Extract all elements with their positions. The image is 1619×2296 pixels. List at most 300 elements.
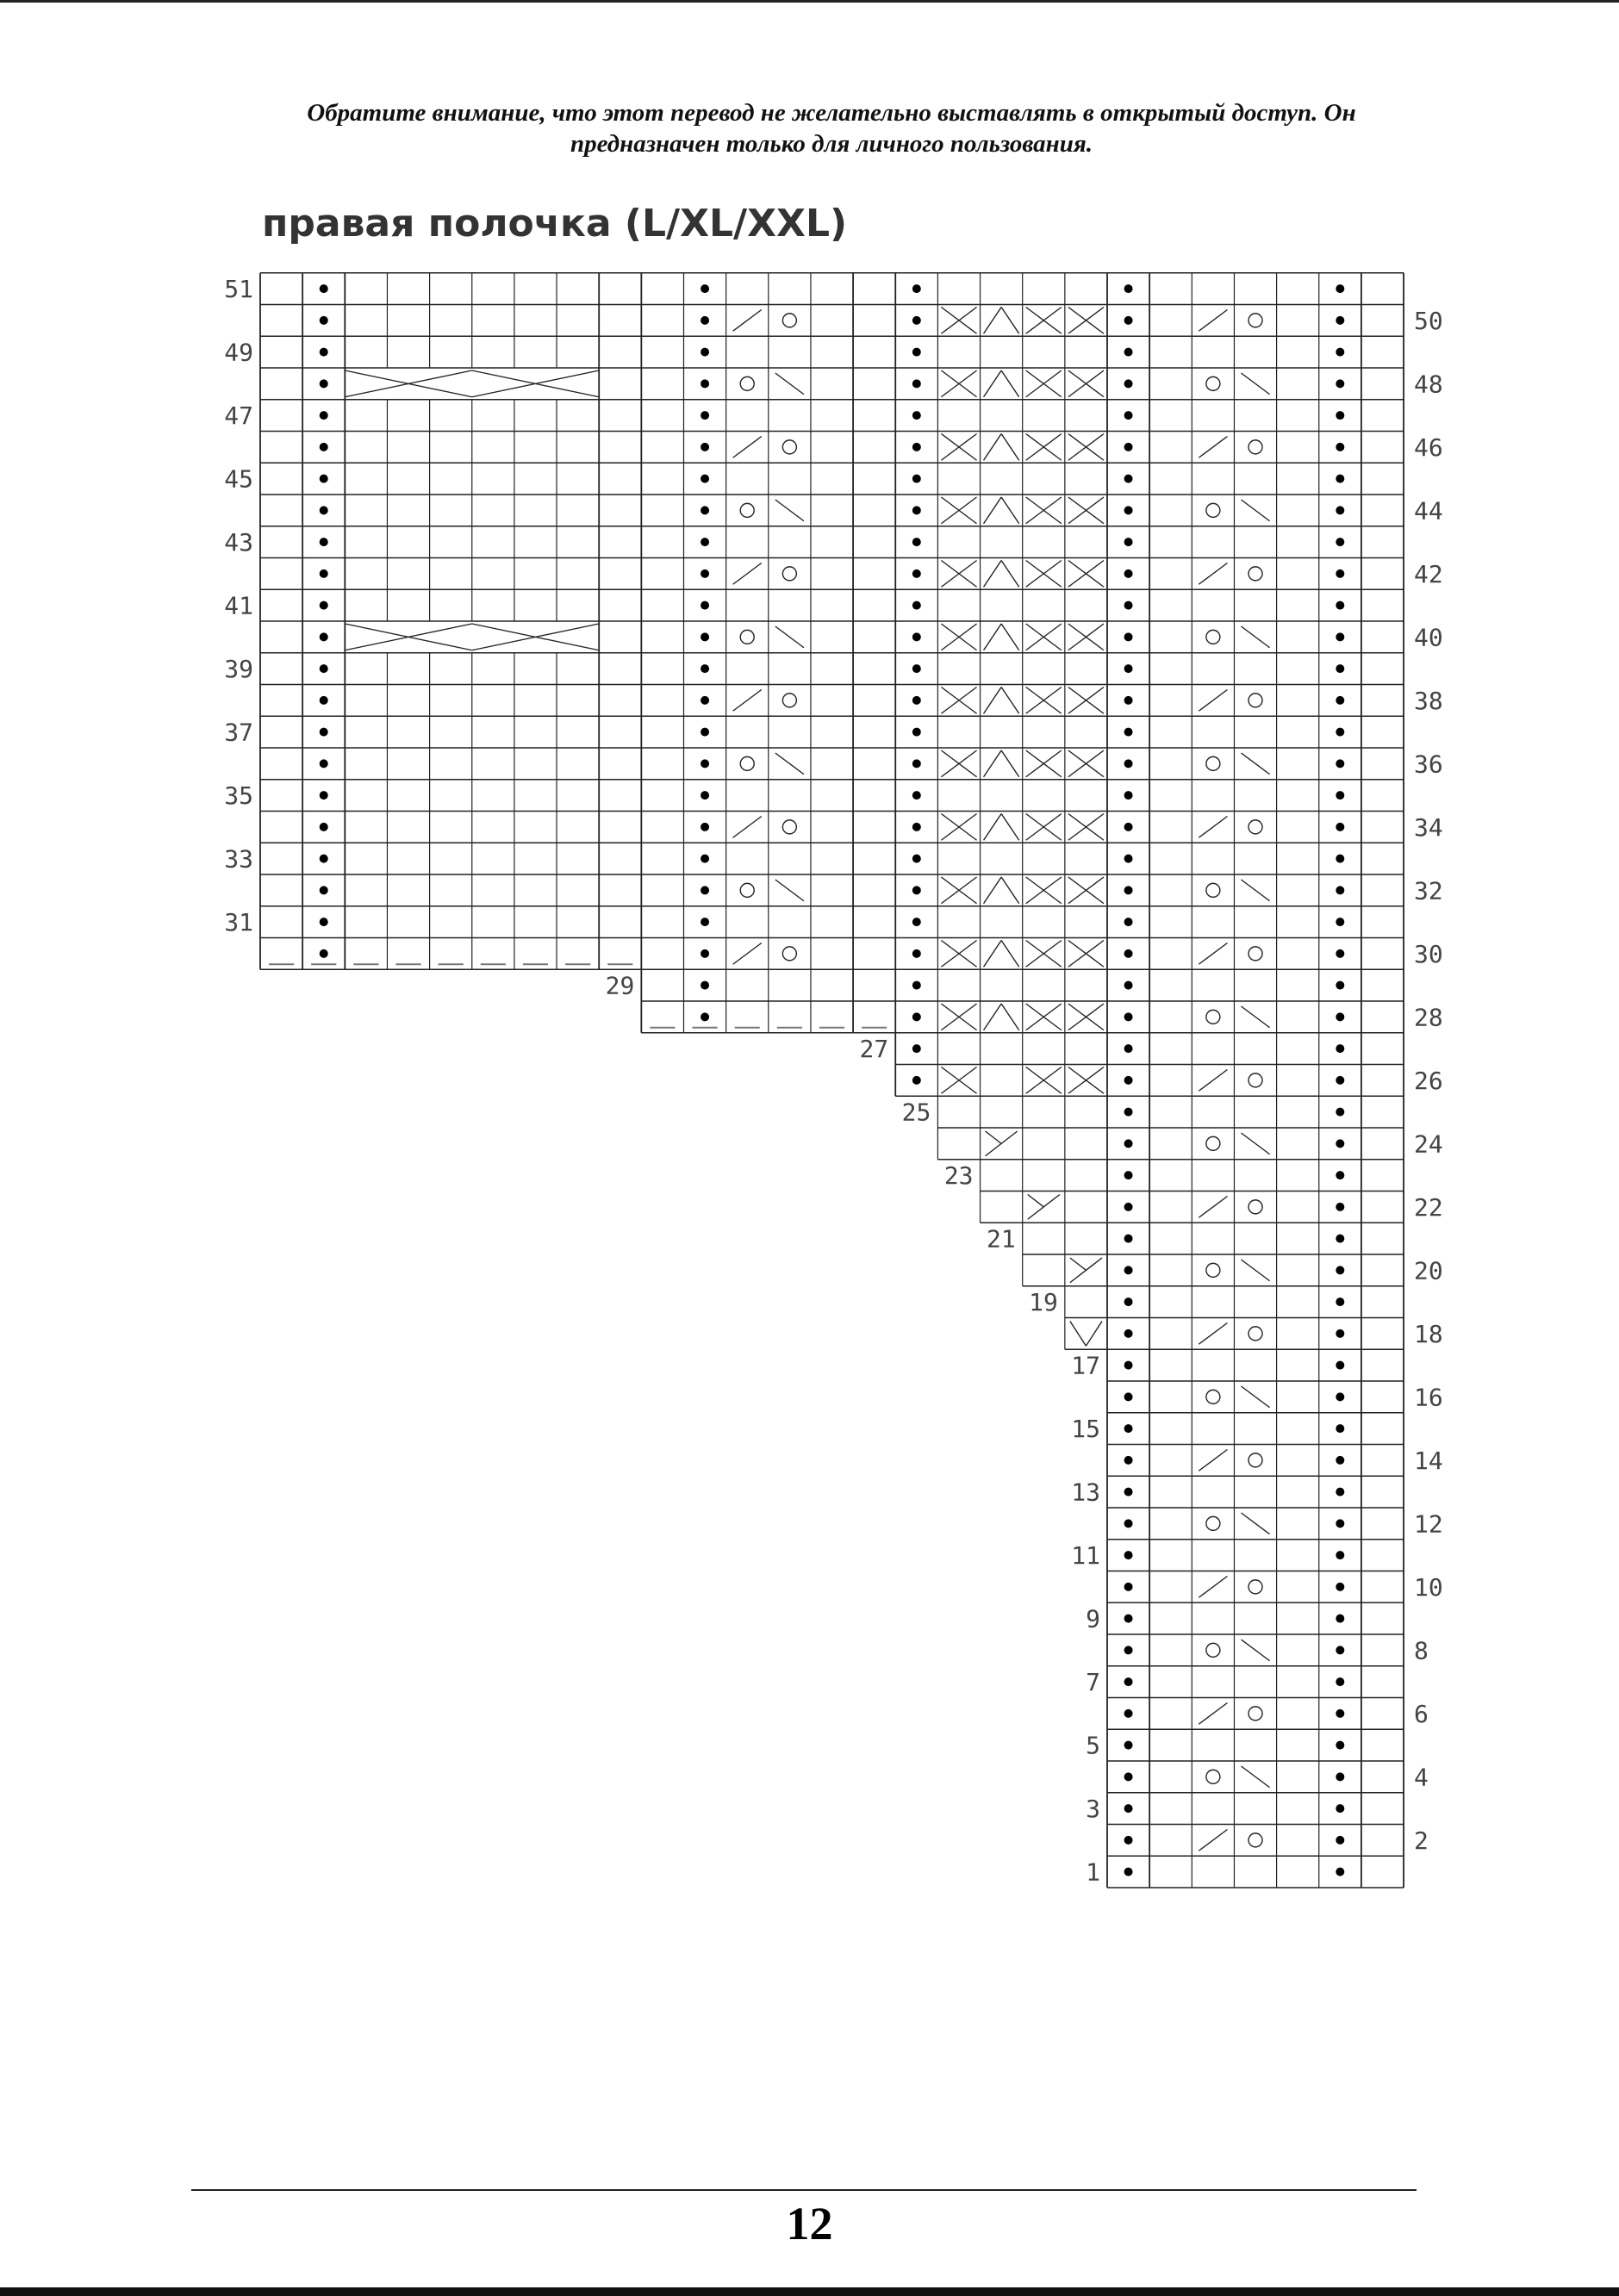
yarn-over-symbol — [740, 503, 754, 517]
ssk-symbol — [1241, 1766, 1269, 1788]
row-number-left: 39 — [224, 655, 253, 684]
purl-stitch — [912, 696, 921, 705]
yarn-over-symbol — [782, 440, 796, 454]
purl-stitch — [912, 379, 921, 388]
purl-stitch — [1124, 1108, 1133, 1117]
purl-stitch — [320, 664, 328, 673]
k2tog-symbol — [1199, 1703, 1227, 1725]
cable-cross — [1001, 1004, 1019, 1030]
row-number-right: 42 — [1414, 559, 1443, 588]
purl-stitch — [1124, 1424, 1133, 1433]
yarn-over-symbol — [740, 630, 754, 644]
notice-line-2: предназначен только для личного пользования. — [570, 130, 1093, 158]
yarn-over-symbol — [1248, 947, 1262, 961]
k2tog-symbol — [733, 310, 762, 332]
purl-stitch — [1336, 1203, 1344, 1211]
ssk-symbol — [1241, 373, 1269, 395]
ssk-symbol — [1241, 1513, 1269, 1534]
purl-stitch — [912, 823, 921, 831]
purl-stitch — [701, 855, 709, 863]
purl-stitch — [912, 601, 921, 610]
yarn-over-symbol — [1248, 314, 1262, 327]
yarn-over-symbol — [1248, 1200, 1262, 1214]
row-number-left: 23 — [943, 1161, 974, 1191]
purl-stitch — [1336, 569, 1344, 578]
purl-stitch — [1336, 855, 1344, 863]
cable-cross — [1001, 370, 1019, 397]
purl-stitch — [1124, 1456, 1133, 1465]
k2tog-symbol — [1199, 943, 1227, 965]
ssk-symbol — [1241, 500, 1269, 521]
purl-stitch — [1124, 1203, 1133, 1211]
purl-stitch — [912, 348, 921, 357]
yarn-over-symbol — [1206, 503, 1220, 517]
purl-stitch — [912, 316, 921, 325]
yarn-over-symbol — [1206, 1010, 1220, 1024]
ssk-symbol — [1241, 1260, 1269, 1281]
yarn-over-symbol — [1248, 1327, 1262, 1341]
row-number-right: 16 — [1414, 1383, 1443, 1412]
purl-stitch — [912, 284, 921, 293]
purl-stitch — [1336, 1772, 1344, 1781]
purl-stitch — [912, 506, 921, 514]
yarn-over-symbol — [740, 883, 754, 897]
purl-stitch — [1336, 918, 1344, 926]
purl-stitch — [1124, 475, 1133, 483]
purl-stitch — [912, 791, 921, 800]
purl-stitch — [1124, 1741, 1133, 1750]
cable-cross — [1001, 561, 1019, 588]
row-number-right: 26 — [1414, 1066, 1443, 1095]
purl-stitch — [1336, 1235, 1344, 1243]
row-number-right: 46 — [1414, 432, 1443, 462]
purl-stitch — [1336, 1456, 1344, 1465]
purl-stitch — [1124, 1836, 1133, 1845]
purl-stitch — [912, 1012, 921, 1021]
purl-stitch — [1124, 949, 1133, 958]
purl-stitch — [320, 855, 328, 863]
purl-stitch — [912, 855, 921, 863]
purl-stitch — [1124, 1139, 1133, 1148]
purl-stitch — [701, 411, 709, 420]
chart-title: правая полочка (L/XL/XXL) — [262, 202, 848, 246]
purl-stitch — [1336, 1044, 1344, 1053]
k2tog-symbol — [1199, 310, 1227, 332]
purl-stitch — [1124, 759, 1133, 768]
purl-stitch — [1124, 918, 1133, 926]
purl-stitch — [701, 791, 709, 800]
row-number-right: 38 — [1414, 686, 1443, 715]
row-number-left: 35 — [224, 781, 253, 811]
row-number-left: 21 — [986, 1224, 1016, 1254]
purl-stitch — [1336, 1709, 1344, 1718]
ssk-symbol — [1241, 1640, 1269, 1661]
yarn-over-symbol — [1248, 1073, 1262, 1087]
k2tog-symbol — [1199, 1450, 1227, 1472]
purl-stitch — [1336, 1297, 1344, 1306]
yarn-over-symbol — [1206, 883, 1220, 897]
purl-stitch — [1336, 1392, 1344, 1401]
notice-line-1: Обратите внимание, что этот перевод не желательно выставлять в открытый доступ. Он — [307, 99, 1356, 127]
purl-stitch — [1336, 759, 1344, 768]
cable-cross — [1070, 1322, 1087, 1347]
purl-stitch — [1336, 1836, 1344, 1845]
purl-stitch — [912, 1044, 921, 1053]
row-number-left: 25 — [901, 1098, 931, 1127]
row-number-right: 28 — [1414, 1003, 1443, 1032]
purl-stitch — [1336, 1329, 1344, 1338]
row-number-left: 51 — [224, 275, 253, 304]
purl-stitch — [1124, 728, 1133, 737]
purl-stitch — [912, 949, 921, 958]
row-number-right: 8 — [1414, 1636, 1429, 1665]
purl-stitch — [1124, 664, 1133, 673]
purl-stitch — [1336, 823, 1344, 831]
purl-stitch — [912, 918, 921, 926]
yarn-over-symbol — [782, 567, 796, 581]
purl-stitch — [320, 728, 328, 737]
cable-cross — [984, 877, 1002, 904]
purl-stitch — [1336, 981, 1344, 990]
row-number-left: 17 — [1071, 1351, 1100, 1380]
purl-stitch — [320, 759, 328, 768]
purl-stitch — [701, 696, 709, 705]
purl-stitch — [1336, 284, 1344, 293]
cable-cross — [1001, 750, 1019, 777]
row-number-left: 3 — [1086, 1795, 1100, 1824]
k2tog-symbol — [733, 817, 762, 838]
purl-stitch — [320, 632, 328, 641]
purl-stitch — [320, 475, 328, 483]
purl-stitch — [1124, 538, 1133, 546]
purl-stitch — [320, 918, 328, 926]
row-number-left: 31 — [224, 908, 253, 937]
purl-stitch — [320, 601, 328, 610]
k2tog-symbol — [1199, 1830, 1227, 1851]
yarn-over-symbol — [1206, 1516, 1220, 1530]
ssk-symbol — [775, 753, 804, 775]
row-number-right: 48 — [1414, 370, 1443, 399]
row-number-left: 19 — [1029, 1288, 1058, 1317]
ssk-symbol — [1241, 626, 1269, 648]
purl-stitch — [320, 538, 328, 546]
purl-stitch — [1336, 632, 1344, 641]
purl-stitch — [1336, 1266, 1344, 1274]
purl-stitch — [1124, 1677, 1133, 1686]
purl-stitch — [1124, 569, 1133, 578]
cable-cross — [984, 497, 1002, 524]
purl-stitch — [701, 601, 709, 610]
k2tog-symbol — [733, 437, 762, 458]
cable-cross — [1086, 1322, 1102, 1347]
row-number-right: 10 — [1414, 1572, 1443, 1602]
purl-stitch — [912, 981, 921, 990]
row-number-left: 33 — [224, 844, 253, 874]
purl-stitch — [320, 791, 328, 800]
row-number-left: 37 — [224, 718, 253, 747]
yarn-over-symbol — [1206, 1770, 1220, 1783]
purl-stitch — [701, 348, 709, 357]
yarn-over-symbol — [782, 947, 796, 961]
yarn-over-symbol — [1206, 756, 1220, 770]
purl-stitch — [701, 759, 709, 768]
purl-stitch — [1124, 1361, 1133, 1370]
purl-stitch — [1336, 411, 1344, 420]
row-number-left: 27 — [859, 1035, 889, 1064]
cable-cross — [1001, 624, 1019, 650]
row-number-right: 50 — [1414, 306, 1443, 335]
purl-stitch — [701, 632, 709, 641]
purl-stitch — [912, 728, 921, 737]
row-number-left: 45 — [224, 464, 253, 494]
ssk-symbol — [1241, 753, 1269, 775]
row-number-right: 44 — [1414, 496, 1443, 526]
yarn-over-symbol — [1248, 694, 1262, 707]
purl-stitch — [1124, 1012, 1133, 1021]
purl-stitch — [701, 316, 709, 325]
yarn-over-symbol — [1248, 440, 1262, 454]
yarn-over-symbol — [1248, 1580, 1262, 1594]
purl-stitch — [912, 411, 921, 420]
k2tog-symbol — [1199, 1323, 1227, 1345]
yarn-over-symbol — [1206, 1136, 1220, 1150]
purl-stitch — [1124, 1615, 1133, 1623]
ssk-symbol — [775, 373, 804, 395]
purl-stitch — [912, 1076, 921, 1085]
cable-cross — [1001, 434, 1019, 461]
yarn-over-symbol — [782, 694, 796, 707]
purl-stitch — [1124, 1551, 1133, 1559]
row-number-left: 11 — [1071, 1541, 1100, 1571]
row-number-right: 40 — [1414, 623, 1443, 652]
yarn-over-symbol — [740, 376, 754, 390]
row-number-right: 4 — [1414, 1763, 1429, 1792]
cable-cross — [984, 561, 1002, 588]
row-number-left: 49 — [224, 338, 253, 367]
cable-cross — [984, 370, 1002, 397]
purl-stitch — [320, 506, 328, 514]
purl-stitch — [1124, 1392, 1133, 1401]
yarn-over-symbol — [1248, 1707, 1262, 1720]
cable-cross — [984, 688, 1002, 714]
purl-stitch — [912, 664, 921, 673]
cable-cross — [1001, 877, 1019, 904]
purl-stitch — [1336, 1361, 1344, 1370]
cable-cross — [984, 941, 1002, 968]
purl-stitch — [1336, 475, 1344, 483]
purl-stitch — [1124, 1297, 1133, 1306]
k2tog-symbol — [733, 690, 762, 712]
purl-stitch — [1124, 1772, 1133, 1781]
row-number-right: 2 — [1414, 1826, 1429, 1855]
purl-stitch — [1336, 1488, 1344, 1496]
purl-stitch — [1336, 1868, 1344, 1876]
purl-stitch — [1124, 411, 1133, 420]
purl-stitch — [1124, 1044, 1133, 1053]
purl-stitch — [1336, 1171, 1344, 1179]
footer-rule — [191, 2189, 1417, 2191]
ssk-symbol — [775, 880, 804, 901]
purl-stitch — [1336, 1012, 1344, 1021]
purl-stitch — [701, 1012, 709, 1021]
yarn-over-symbol — [782, 314, 796, 327]
purl-stitch — [1124, 1519, 1133, 1528]
purl-stitch — [1124, 348, 1133, 357]
purl-stitch — [1336, 1139, 1344, 1148]
purl-stitch — [912, 632, 921, 641]
yarn-over-symbol — [1206, 1263, 1220, 1277]
cable-cross — [1001, 308, 1019, 334]
purl-stitch — [701, 823, 709, 831]
k2tog-symbol — [733, 563, 762, 585]
purl-stitch — [1336, 1677, 1344, 1686]
row-number-left: 43 — [224, 528, 253, 557]
purl-stitch — [1124, 316, 1133, 325]
purl-stitch — [912, 443, 921, 451]
k2tog-symbol — [1199, 690, 1227, 712]
purl-stitch — [1124, 1329, 1133, 1338]
purl-stitch — [701, 918, 709, 926]
k2tog-symbol — [1199, 1070, 1227, 1092]
ssk-symbol — [1241, 1133, 1269, 1154]
purl-stitch — [1124, 696, 1133, 705]
purl-stitch — [1124, 379, 1133, 388]
purl-stitch — [1124, 855, 1133, 863]
purl-stitch — [1336, 1615, 1344, 1623]
purl-stitch — [320, 886, 328, 894]
purl-stitch — [701, 949, 709, 958]
purl-stitch — [1336, 1551, 1344, 1559]
k2tog-symbol — [1199, 817, 1227, 838]
purl-stitch — [1124, 601, 1133, 610]
purl-stitch — [1124, 1235, 1133, 1243]
purl-stitch — [701, 379, 709, 388]
k2tog-symbol — [1199, 1577, 1227, 1598]
row-number-right: 36 — [1414, 750, 1443, 779]
purl-stitch — [1124, 1804, 1133, 1813]
purl-stitch — [701, 886, 709, 894]
purl-stitch — [1124, 632, 1133, 641]
ssk-symbol — [1241, 1006, 1269, 1028]
ssk-symbol — [775, 626, 804, 648]
purl-stitch — [912, 475, 921, 483]
purl-stitch — [1124, 1266, 1133, 1274]
purl-stitch — [1336, 1076, 1344, 1085]
purl-stitch — [1336, 1108, 1344, 1117]
row-number-left: 1 — [1086, 1857, 1100, 1887]
purl-stitch — [912, 759, 921, 768]
purl-stitch — [701, 569, 709, 578]
purl-stitch — [1336, 601, 1344, 610]
row-number-right: 22 — [1414, 1192, 1443, 1222]
row-number-right: 6 — [1414, 1699, 1429, 1728]
purl-stitch — [1336, 664, 1344, 673]
purl-stitch — [1124, 1709, 1133, 1718]
ssk-symbol — [1241, 1386, 1269, 1408]
yarn-over-symbol — [1206, 1643, 1220, 1657]
cable-cross — [1001, 814, 1019, 841]
page-number: 12 — [786, 2198, 833, 2249]
row-number-left: 5 — [1086, 1731, 1100, 1760]
cable-cross — [984, 814, 1002, 841]
purl-stitch — [1336, 316, 1344, 325]
purl-stitch — [701, 981, 709, 990]
purl-stitch — [912, 569, 921, 578]
yarn-over-symbol — [1248, 1453, 1262, 1467]
purl-stitch — [701, 284, 709, 293]
purl-stitch — [1336, 1583, 1344, 1591]
row-number-right: 20 — [1414, 1256, 1443, 1285]
purl-stitch — [1124, 284, 1133, 293]
purl-stitch — [701, 538, 709, 546]
row-number-right: 32 — [1414, 876, 1443, 905]
purl-stitch — [320, 696, 328, 705]
yarn-over-symbol — [1248, 567, 1262, 581]
row-number-right: 14 — [1414, 1446, 1443, 1475]
row-number-left: 29 — [605, 971, 635, 1000]
row-number-left: 47 — [224, 401, 253, 431]
purl-stitch — [320, 443, 328, 451]
k2tog-symbol — [1199, 437, 1227, 458]
yarn-over-symbol — [740, 756, 754, 770]
row-number-right: 34 — [1414, 812, 1443, 842]
cable-cross — [1001, 688, 1019, 714]
purl-stitch — [1336, 949, 1344, 958]
cable-cross — [984, 434, 1002, 461]
row-number-right: 12 — [1414, 1509, 1443, 1539]
yarn-over-symbol — [1206, 1390, 1220, 1403]
purl-stitch — [320, 823, 328, 831]
row-number-right: 18 — [1414, 1319, 1443, 1348]
row-number-left: 7 — [1086, 1668, 1100, 1697]
cable-cross — [1001, 497, 1019, 524]
purl-stitch — [1336, 1804, 1344, 1813]
purl-stitch — [320, 569, 328, 578]
row-number-right: 30 — [1414, 939, 1443, 968]
purl-stitch — [1336, 506, 1344, 514]
k2tog-symbol — [1199, 1197, 1227, 1218]
purl-stitch — [1124, 1171, 1133, 1179]
purl-stitch — [701, 664, 709, 673]
cable-cross — [1070, 1258, 1087, 1270]
k2tog-symbol — [1199, 563, 1227, 585]
purl-stitch — [1336, 696, 1344, 705]
bottom-bar — [0, 2287, 1619, 2296]
purl-stitch — [1124, 1076, 1133, 1085]
purl-stitch — [1336, 538, 1344, 546]
purl-stitch — [1124, 823, 1133, 831]
purl-stitch — [1124, 1488, 1133, 1496]
purl-stitch — [1124, 1583, 1133, 1591]
cable-cross — [1001, 941, 1019, 968]
yarn-over-symbol — [1206, 376, 1220, 390]
row-number-left: 13 — [1071, 1478, 1100, 1507]
row-number-left: 9 — [1086, 1604, 1100, 1633]
purl-stitch — [701, 506, 709, 514]
cable-cross — [984, 308, 1002, 334]
purl-stitch — [320, 316, 328, 325]
purl-stitch — [1336, 728, 1344, 737]
purl-stitch — [320, 379, 328, 388]
purl-stitch — [1336, 886, 1344, 894]
ssk-symbol — [1241, 880, 1269, 901]
cable-cross — [986, 1131, 1002, 1143]
purl-stitch — [1336, 379, 1344, 388]
purl-stitch — [701, 475, 709, 483]
purl-stitch — [1124, 506, 1133, 514]
purl-stitch — [320, 411, 328, 420]
purl-stitch — [1336, 1519, 1344, 1528]
